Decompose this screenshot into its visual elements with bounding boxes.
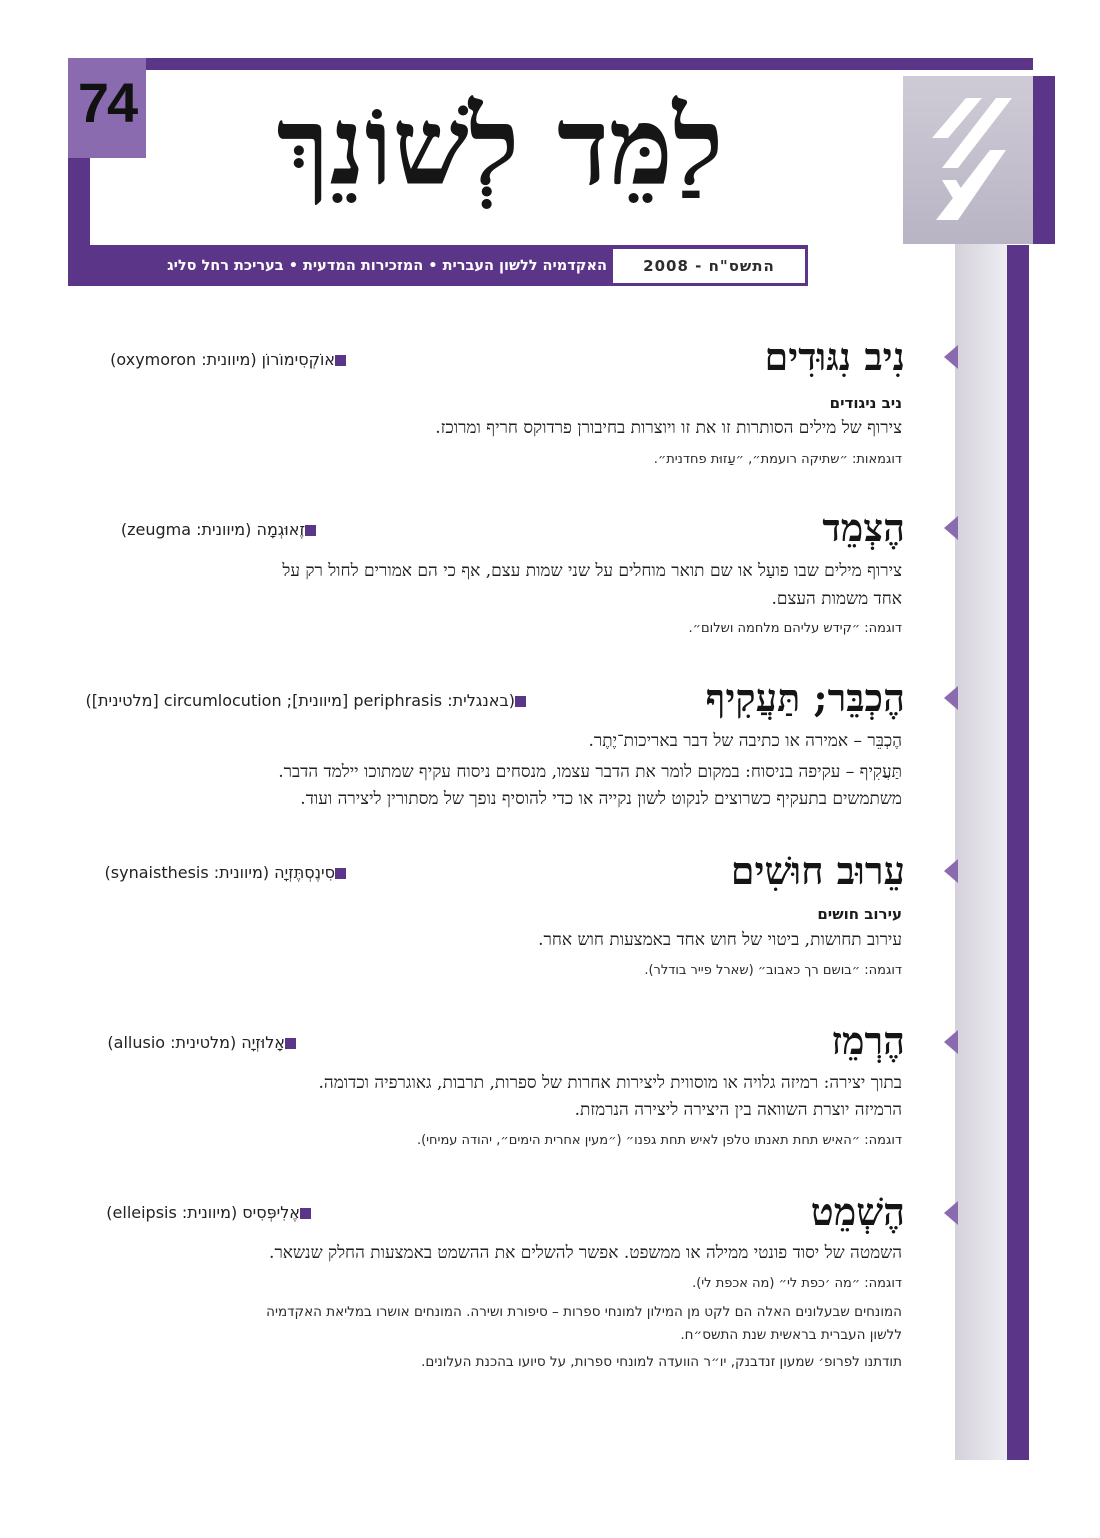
square-bullet-icon [285, 1038, 296, 1049]
footer-note-line: המונחים שבעלונים האלה הם לקט מן המילון למונחי ספרות – סיפורת ושירה. המונחים אושרו במליאת האקדמיה [266, 1304, 902, 1320]
footer-note-line: ללשון העברית בראשית שנת התשס״ח. [680, 1327, 902, 1343]
header-frame-top [68, 58, 1033, 70]
square-bullet-icon [335, 868, 346, 879]
triangle-left-icon [944, 345, 958, 369]
entry-origin: אָלוּזְיָה (מלטינית: allusio) [68, 1031, 308, 1055]
entry-term: הֶשְׁמֵט [810, 1189, 905, 1234]
square-bullet-icon [335, 355, 346, 366]
entry-example: דוגמאות: ״שתיקה רועמת״, ״עַזוּת פחדנית״. [653, 452, 902, 467]
entry-example: דוגמה: ״מה ׳כפת לי״ (מה אכפת לי). [692, 1276, 902, 1291]
square-bullet-icon [300, 1208, 311, 1219]
logo-panel-edge [1033, 76, 1055, 244]
square-bullet-icon [305, 525, 316, 536]
entry-subterm: עירוב חושים [817, 905, 902, 923]
entry-example: דוגמה: ״קידש עליהם מלחמה ושלום״. [688, 621, 902, 636]
entry-example: דוגמה: ״בושם רך כאבוב״ (שארל פייר בודלר). [644, 963, 902, 978]
year-label: התשס"ח - 2008 [612, 248, 806, 284]
entry-body-line: אחד משמות העצם. [771, 589, 902, 609]
triangle-left-icon [944, 686, 958, 710]
entry-origin: (באנגלית: periphrasis [מיוונית]; circumlocution [מלטינית]) [68, 689, 538, 713]
entry-example: דוגמה: ״האיש תחת תאנתו טלפן לאיש תחת גפנו״ (״מעין אחרית הימים״, יהודה עמיחי). [416, 1133, 902, 1148]
entry-body-line: תַּעֲקִיף – עקיפה בניסוח: במקום לומר את הדבר עצמו, מנסחים ניסוח עקיף שמתוכו יילמד הדבר. [278, 762, 902, 782]
entry-body-line: הרמיזה יוצרת השוואה בין היצירה ליצירה הנרמזת. [574, 1100, 902, 1120]
side-column-purple [1007, 245, 1029, 1460]
entry-term: עֵרוּב חוּשִׁים [730, 848, 905, 893]
entry-subterm: ניב ניגודים [829, 394, 902, 412]
academy-logo-icon [918, 88, 1018, 228]
entry-origin: זֶאוּגְמָה (מיוונית: zeugma) [68, 518, 328, 542]
issue-number: 74 [77, 71, 137, 134]
triangle-left-icon [944, 1030, 958, 1054]
subtitle-text: האקדמיה ללשון העברית • המזכירות המדעית • בעריכת רחל סליג [167, 258, 607, 274]
entry-body-line: בתוך יצירה: רמיזה גלויה או מוסווית ליצירות אחרות של ספרות, תרבות, גאוגרפיה וכדומה. [318, 1073, 902, 1093]
entry-origin: אֶלִיפְּסִיס (מיוונית: elleipsis) [68, 1201, 323, 1225]
entry-body-line: צירוף מילים שבו פועַל או שם תואר מוחלים על שני שמות עצם, אף כי הם אמורים לחול רק על [282, 561, 902, 581]
entry-body-line: משתמשים בתעקיף כשרוצים לנקוט לשון נקייה או כדי להוסיף נופך של מסתורין ליצירה ועוד. [300, 789, 902, 809]
page-title: לַמֵּד לְשׁוֹנֵךְ [276, 84, 724, 210]
entry-term: הֶרְמֵז [831, 1018, 905, 1063]
entry-origin: סִינֶסְתֶּזְיָה (מיוונית: synaisthesis) [68, 861, 358, 885]
entry-body-line: עירוב תחושות, ביטוי של חוש אחד באמצעות חוש אחר. [538, 930, 902, 950]
triangle-left-icon [944, 516, 958, 540]
entry-origin: אוֹקְסִימוֹרוֹן (מיוונית: oxymoron) [68, 348, 358, 372]
entry-term: נִיב נִגּוּדִים [764, 334, 905, 379]
entry-term: הֶכְבֵּר; תַּעֲקִיף [705, 675, 905, 720]
footer-thanks: תודתנו לפרופ׳ שמעון זנדבנק, יו״ר הוועדה למונחי ספרות, על סיועו בהכנת העלונים. [421, 1354, 902, 1370]
entry-body-line: צירוף של מילים הסותרות זו את זו ויוצרות בחיבורן פרדוקס חריף ומרוכז. [435, 418, 902, 438]
square-bullet-icon [515, 696, 526, 707]
entry-body-line: הֶכְבֵּר – אמירה או כתיבה של דבר באריכות־יֶתֶר. [588, 731, 902, 751]
triangle-left-icon [944, 859, 958, 883]
side-column-grey [955, 242, 1007, 1460]
triangle-left-icon [944, 1201, 958, 1225]
entry-term: הֶצְמֵד [822, 505, 905, 550]
entry-body-line: השמטה של יסוד פונטי ממילה או ממשפט. אפשר להשלים את ההשמט באמצעות החלק שנשאר. [269, 1243, 902, 1263]
